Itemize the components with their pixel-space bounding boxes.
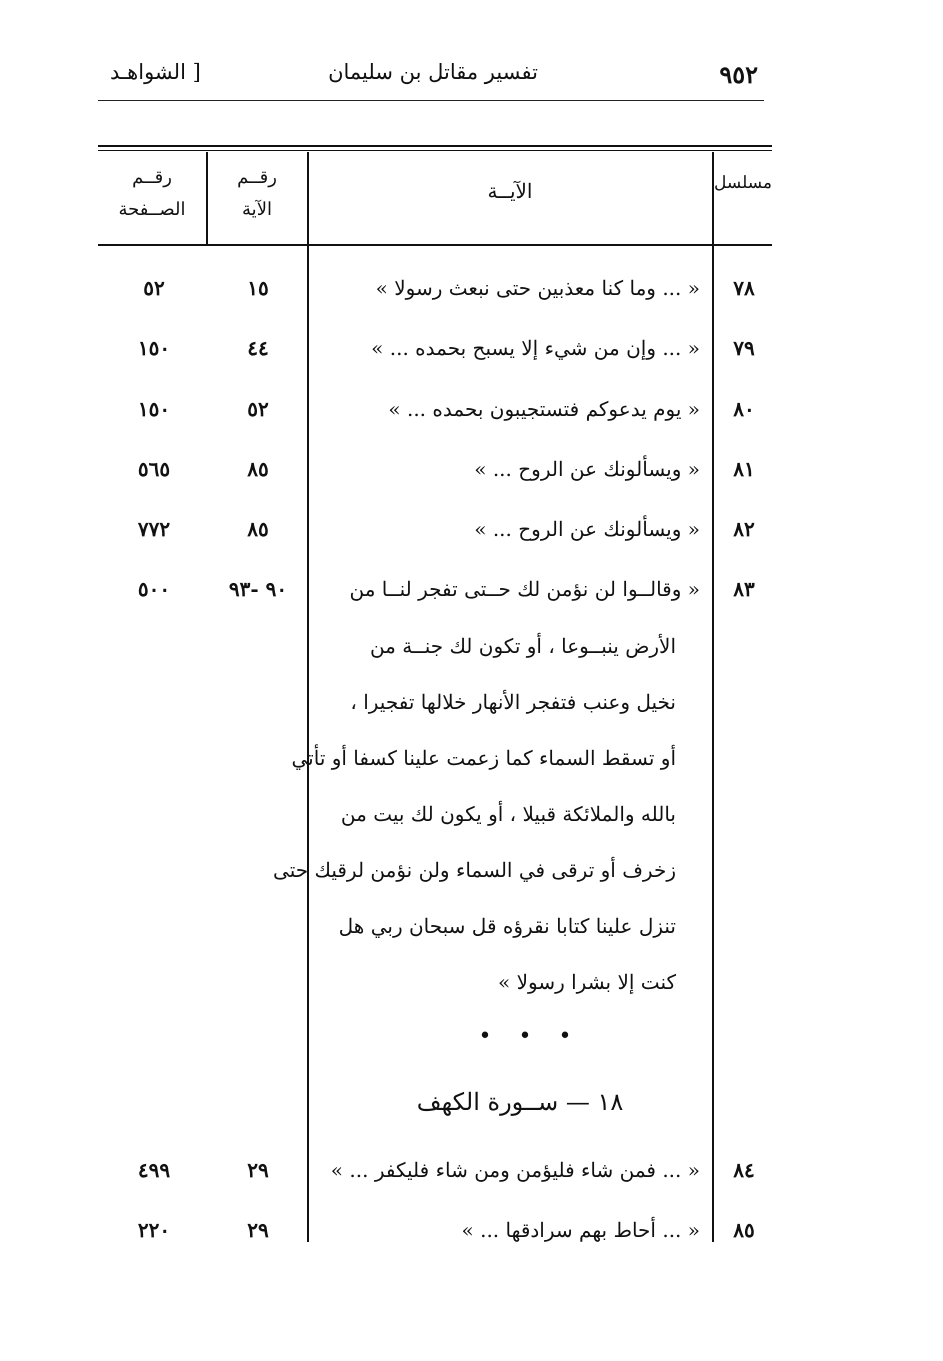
ayah-cell: ٨٥: [247, 457, 269, 481]
ayah-cell: ٤٤: [247, 336, 269, 360]
page-header: [100, 56, 766, 96]
surah-heading: ١٨ — ســورة الكهف: [416, 1088, 624, 1116]
serial-cell: ٨٠: [733, 397, 755, 421]
verse-line: بالله والملائكة قبيلا ، أو يكون لك بيت من: [340, 802, 676, 826]
header-rule: [98, 100, 764, 101]
table-top-rule: [98, 145, 772, 147]
page-cell: ٥٢: [143, 276, 165, 300]
verse-line: كنت إلا بشرا رسولا »: [498, 970, 676, 994]
column-header-verse: الآيــة: [487, 179, 533, 203]
page-cell: ٥٦٥: [137, 457, 171, 481]
verse-line: الأرض ينبــوعا ، أو تكون لك جنــة من: [369, 634, 676, 658]
verse-cell: « ويسألونك عن الروح ... »: [474, 517, 700, 541]
serial-cell: ٨٤: [733, 1158, 755, 1182]
book-title: تفسير مقاتل بن سليمان: [328, 60, 538, 84]
verse-cell: « ... فمن شاء فليؤمن ومن شاء فليكفر ... »: [330, 1158, 700, 1182]
verse-cell: « ... وإن من شيء إلا يسبح بحمده ... »: [371, 336, 700, 360]
section-label: [ الشواهـد: [110, 60, 201, 84]
page-cell: ١٥٠: [137, 336, 171, 360]
serial-cell: ٨٢: [733, 517, 755, 541]
ayah-cell: ٩٠ -٩٣: [228, 577, 288, 601]
page-cell: ١٥٠: [137, 397, 171, 421]
verse-cell: « يوم يدعوكم فتستجيبون بحمده ... »: [388, 397, 700, 421]
ayah-cell: ٢٩: [247, 1158, 269, 1182]
column-divider-verse: [307, 152, 309, 1242]
verse-line: « وقالــوا لن نؤمن لك حــتى تفجر لنــا من: [349, 577, 700, 601]
page-cell: ٧٧٢: [137, 517, 171, 541]
verse-line: نخيل وعنب فتفجر الأنهار خلالها تفجيرا ،: [350, 690, 676, 714]
verse-line: أو تسقط السماء كما زعمت علينا كسفا أو تأتي: [291, 746, 676, 770]
column-header-page-line2: الصــفحة: [118, 199, 186, 220]
ayah-cell: ٢٩: [247, 1218, 269, 1242]
table-header-rule: [98, 244, 772, 246]
verse-cell: « ويسألونك عن الروح ... »: [474, 457, 700, 481]
page-cell: ٥٠٠: [137, 577, 171, 601]
serial-cell: ٨١: [733, 457, 755, 481]
column-header-page-line1: رقــم: [132, 167, 172, 188]
page-cell: ٢٢٠: [137, 1218, 171, 1242]
column-header-ayah-line2: الآية: [242, 199, 272, 220]
table-top-rule-inner: [98, 150, 772, 151]
serial-cell: ٨٥: [733, 1218, 755, 1242]
column-divider-ayah: [206, 152, 208, 245]
ayah-cell: ٥٢: [247, 397, 269, 421]
serial-cell: ٨٣: [733, 577, 755, 601]
column-header-serial: مسلسل: [714, 173, 772, 193]
serial-cell: ٧٩: [733, 336, 755, 360]
ayah-cell: ١٥: [247, 276, 269, 300]
section-separator: • • •: [478, 1024, 582, 1049]
ayah-cell: ٨٥: [247, 517, 269, 541]
serial-cell: ٧٨: [733, 276, 755, 300]
verse-line: تنزل علينا كتابا نقرؤه قل سبحان ربي هل: [338, 914, 676, 938]
verse-line: زخرف أو ترقى في السماء ولن نؤمن لرقيك حتى: [273, 858, 676, 882]
page-number: ٩٥٢: [719, 60, 758, 89]
verse-cell: « ... وما كنا معذبين حتى نبعث رسولا »: [375, 276, 700, 300]
verse-cell: « ... أحاط بهم سرادقها ... »: [461, 1218, 700, 1242]
page-cell: ٤٩٩: [137, 1158, 171, 1182]
column-header-ayah-line1: رقــم: [237, 167, 277, 188]
column-divider-serial: [712, 152, 714, 1242]
